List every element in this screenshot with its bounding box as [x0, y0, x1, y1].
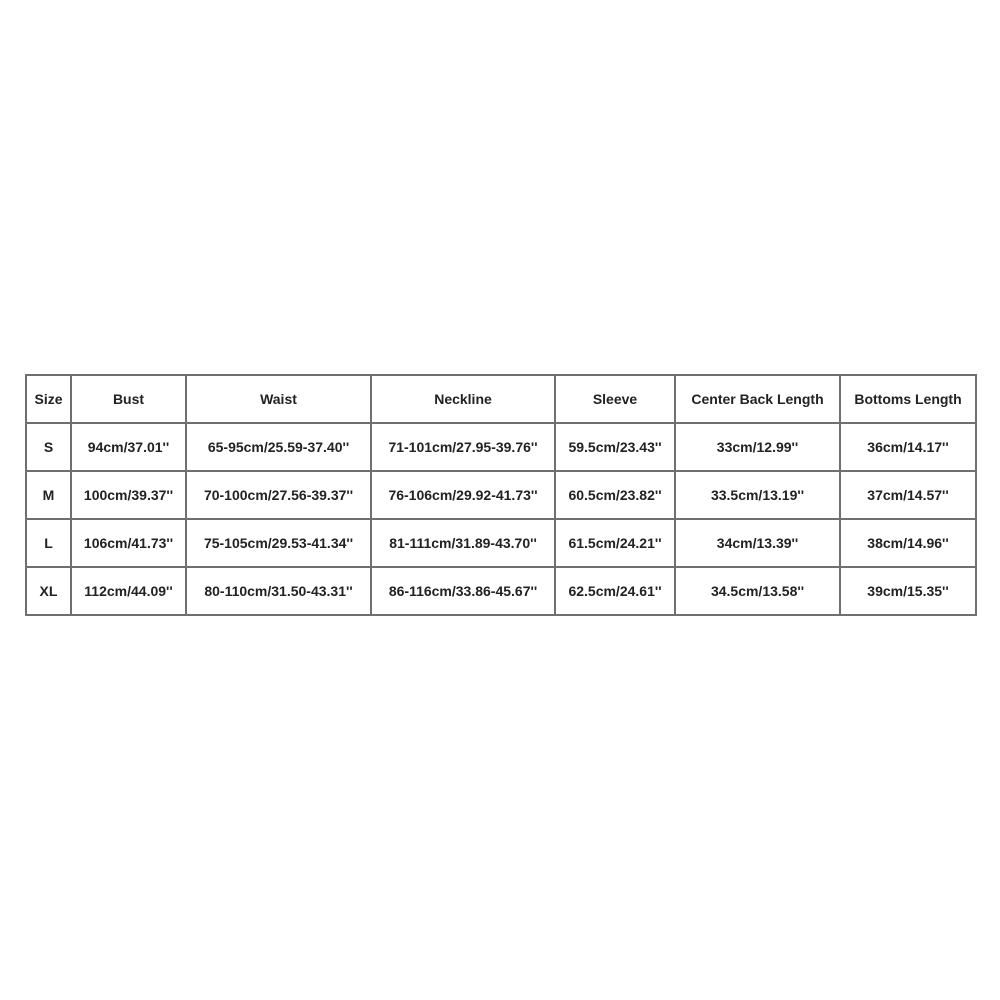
header-sleeve: Sleeve [555, 375, 675, 423]
table-row [26, 519, 976, 567]
table-row [26, 423, 976, 471]
header-row [26, 375, 976, 423]
sleeve-cell: 59.5cm/23.43'' [555, 423, 675, 471]
center-back-length-cell: 34cm/13.39'' [675, 519, 840, 567]
waist-cell: 70-100cm/27.56-39.37'' [186, 471, 371, 519]
sleeve-cell: 60.5cm/23.82'' [555, 471, 675, 519]
bust-cell: 100cm/39.37'' [71, 471, 186, 519]
bottoms-length-cell: 37cm/14.57'' [840, 471, 976, 519]
waist-cell: 80-110cm/31.50-43.31'' [186, 567, 371, 615]
header-neckline: Neckline [371, 375, 555, 423]
header-bottoms-length: Bottoms Length [840, 375, 976, 423]
size-chart-body [26, 423, 976, 615]
sleeve-cell: 61.5cm/24.21'' [555, 519, 675, 567]
bust-cell: 94cm/37.01'' [71, 423, 186, 471]
center-back-length-cell: 33.5cm/13.19'' [675, 471, 840, 519]
table-row [26, 567, 976, 615]
size-cell: L [26, 519, 71, 567]
size-cell: XL [26, 567, 71, 615]
bust-cell: 112cm/44.09'' [71, 567, 186, 615]
bottoms-length-cell: 36cm/14.17'' [840, 423, 976, 471]
header-waist: Waist [186, 375, 371, 423]
neckline-cell: 71-101cm/27.95-39.76'' [371, 423, 555, 471]
size-chart-header [26, 375, 976, 423]
waist-cell: 75-105cm/29.53-41.34'' [186, 519, 371, 567]
size-chart-table [25, 374, 977, 616]
header-center-back-length: Center Back Length [675, 375, 840, 423]
size-cell: S [26, 423, 71, 471]
neckline-cell: 86-116cm/33.86-45.67'' [371, 567, 555, 615]
sleeve-cell: 62.5cm/24.61'' [555, 567, 675, 615]
neckline-cell: 81-111cm/31.89-43.70'' [371, 519, 555, 567]
waist-cell: 65-95cm/25.59-37.40'' [186, 423, 371, 471]
bust-cell: 106cm/41.73'' [71, 519, 186, 567]
center-back-length-cell: 34.5cm/13.58'' [675, 567, 840, 615]
header-bust: Bust [71, 375, 186, 423]
bottoms-length-cell: 38cm/14.96'' [840, 519, 976, 567]
bottoms-length-cell: 39cm/15.35'' [840, 567, 976, 615]
neckline-cell: 76-106cm/29.92-41.73'' [371, 471, 555, 519]
size-cell: M [26, 471, 71, 519]
header-size: Size [26, 375, 71, 423]
table-row [26, 471, 976, 519]
center-back-length-cell: 33cm/12.99'' [675, 423, 840, 471]
